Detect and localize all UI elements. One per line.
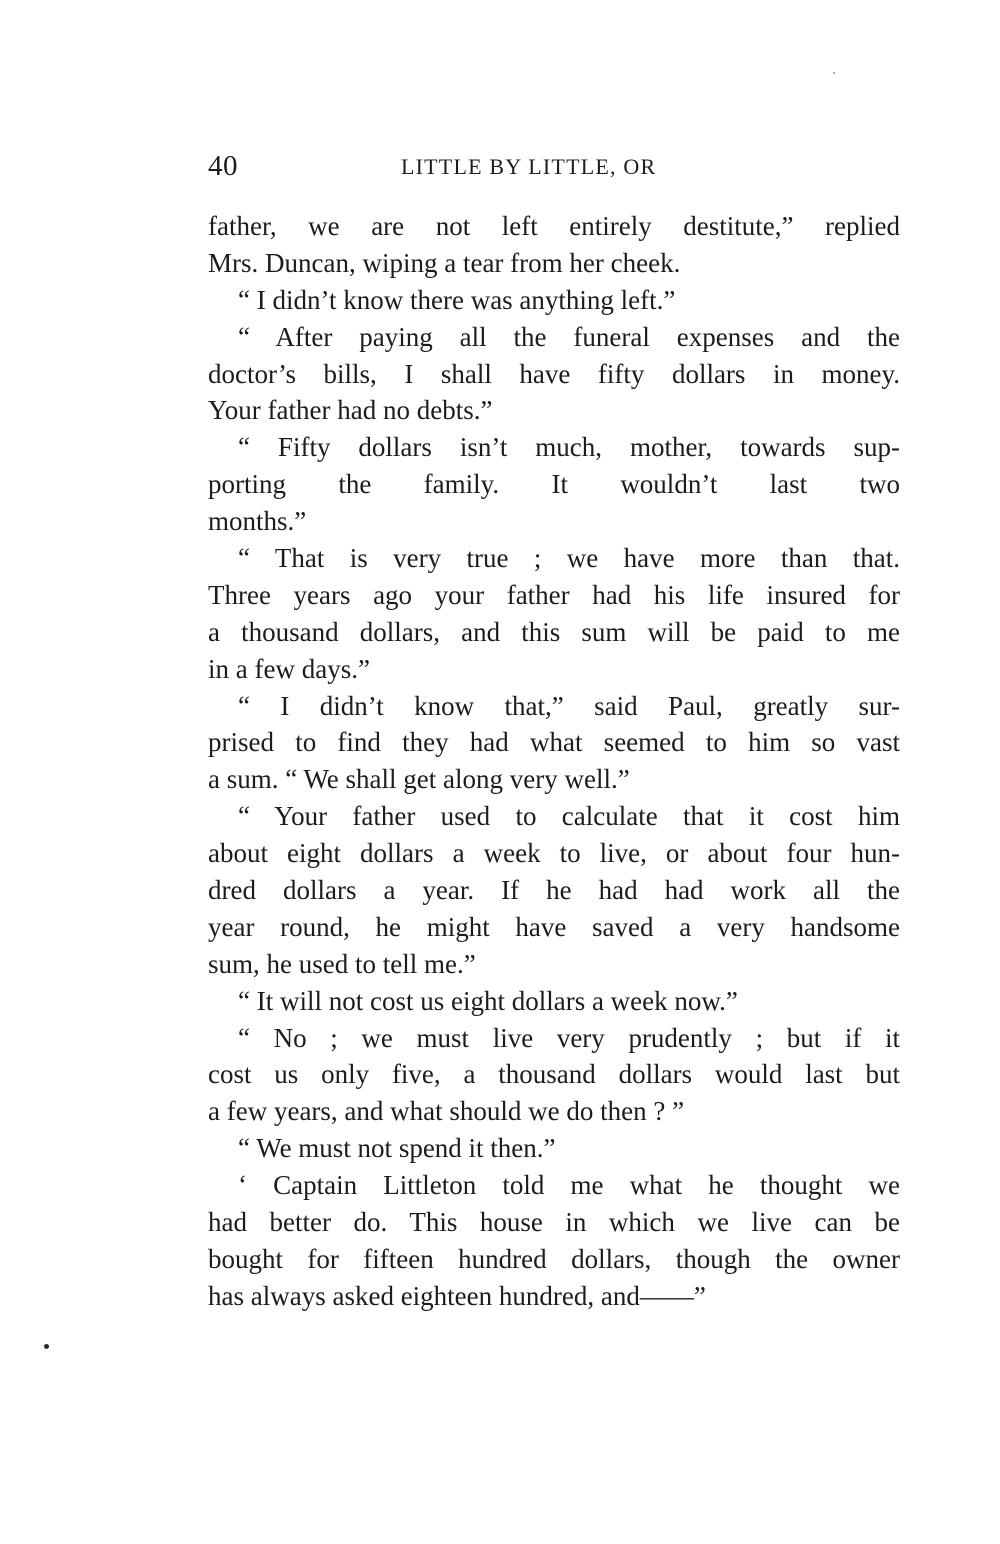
- body-text: [208, 208, 900, 1315]
- text-line: dred dollars a year. If he had had work all the: [208, 875, 900, 906]
- paper-speck: [44, 1344, 49, 1349]
- text-line: Your father had no debts.”: [208, 395, 493, 426]
- text-line: porting the family. It wouldn’t last two: [208, 469, 900, 500]
- running-head: [208, 150, 900, 190]
- text-line: “ I didn’t know that,” said Paul, greatly sur-: [238, 690, 900, 721]
- text-line: “ I didn’t know there was anything left.”: [238, 284, 676, 315]
- text-line: Mrs. Duncan, wiping a tear from her cheek.: [208, 247, 681, 278]
- text-line: a sum. “ We shall get along very well.”: [208, 764, 630, 795]
- text-line: “ Fifty dollars isn’t much, mother, towards sup-: [238, 432, 900, 463]
- text-line: a thousand dollars, and this sum will be paid to me: [208, 616, 900, 647]
- text-line: “ It will not cost us eight dollars a week now.”: [238, 985, 738, 1016]
- text-line: had better do. This house in which we live can be: [208, 1207, 900, 1238]
- text-line: “ After paying all the funeral expenses and the: [238, 321, 900, 352]
- text-line: “ We must not spend it then.”: [238, 1133, 556, 1164]
- text-line: doctor’s bills, I shall have fifty dollars in money.: [208, 358, 900, 389]
- text-line: “ That is very true ; we have more than that.: [238, 543, 900, 574]
- text-line: “ No ; we must live very prudently ; but if it: [238, 1022, 900, 1053]
- running-title: LITTLE BY LITTLE, OR: [401, 154, 657, 179]
- text-line: sum, he used to tell me.”: [208, 948, 476, 979]
- text-line: ‘ Captain Littleton told me what he thought we: [238, 1170, 900, 1201]
- text-line: Three years ago your father had his life insured for: [208, 579, 900, 610]
- text-line: a few years, and what should we do then ? ”: [208, 1096, 685, 1127]
- page-number: 40: [208, 150, 238, 182]
- text-line: prised to find they had what seemed to him so vast: [208, 727, 900, 758]
- text-line: has always asked eighteen hundred, and——”: [208, 1280, 706, 1311]
- text-line: in a few days.”: [208, 653, 370, 684]
- text-line: year round, he might have saved a very handsome: [208, 911, 900, 942]
- text-line: cost us only five, a thousand dollars would last but: [208, 1059, 900, 1090]
- text-line: father, we are not left entirely destitute,” replied: [208, 211, 900, 241]
- text-line: about eight dollars a week to live, or about four hun-: [208, 838, 900, 869]
- text-line: “ Your father used to calculate that it cost him: [238, 801, 900, 832]
- text-line: months.”: [208, 506, 307, 537]
- paper-speck: [833, 72, 835, 74]
- text-line: bought for fifteen hundred dollars, though the owner: [208, 1243, 900, 1274]
